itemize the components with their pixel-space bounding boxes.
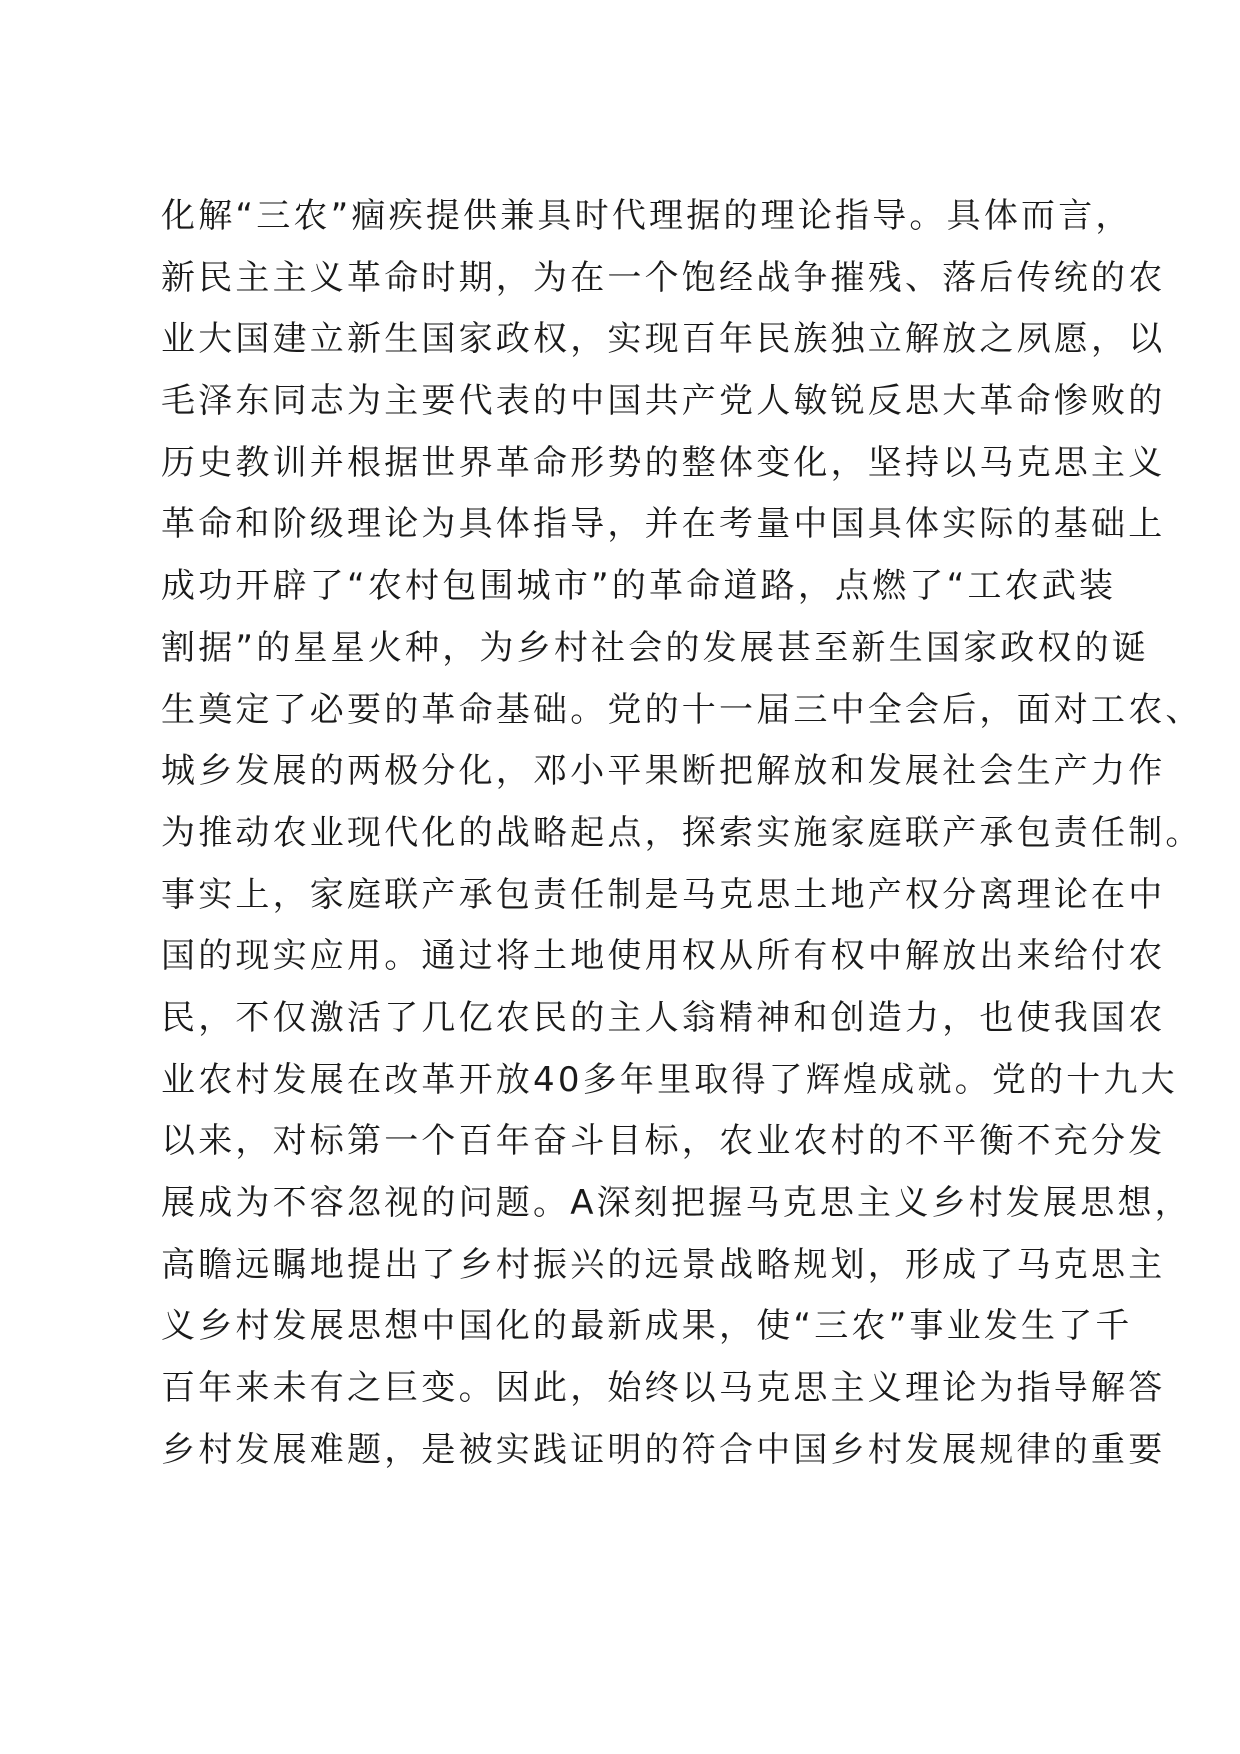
text-line: 历史教训并根据世界革命形势的整体变化，坚持以马克思主义 [161,442,1166,483]
text-line: 高瞻远瞩地提出了乡村振兴的远景战略规划，形成了马克思主 [161,1244,1166,1285]
text-line: 展成为不容忽视的问题。A深刻把握马克思主义乡村发展思想， [161,1183,1192,1223]
text-line: 业农村发展在改革开放40多年里取得了辉煌成就。党的十九大 [161,1059,1178,1100]
text-line: 新民主主义革命时期，为在一个饱经战争摧残、落后传统的农 [161,257,1166,298]
text-line: 国的现实应用。通过将土地使用权从所有权中解放出来给付农 [161,936,1166,977]
text-line: 以来，对标第一个百年奋斗目标，农业农村的不平衡不充分发 [161,1121,1166,1162]
text-line: 割据”的星星火种，为乡村社会的发展甚至新生国家政权的诞 [161,627,1150,668]
text-line: 生奠定了必要的革命基础。党的十一届三中全会后，面对工农、 [161,689,1203,730]
text-line: 化解“三农”痼疾提供兼具时代理据的理论指导。具体而言， [161,196,1133,236]
text-line: 乡村发展难题，是被实践证明的符合中国乡村发展规律的重要 [161,1429,1166,1470]
text-line: 百年来未有之巨变。因此，始终以马克思主义理论为指导解答 [161,1368,1166,1409]
text-line: 毛泽东同志为主要代表的中国共产党人敏锐反思大革命惨败的 [161,381,1166,422]
text-line: 城乡发展的两极分化，邓小平果断把解放和发展社会生产力作 [161,751,1166,792]
text-line: 革命和阶级理论为具体指导，并在考量中国具体实际的基础上 [161,504,1166,545]
body-paragraph [161,186,1203,1481]
text-line: 为推动农业现代化的战略起点，探索实施家庭联产承包责任制。 [161,812,1203,853]
text-line: 业大国建立新生国家政权，实现百年民族独立解放之夙愿，以 [161,319,1166,360]
text-line: 民，不仅激活了几亿农民的主人翁精神和创造力，也使我国农 [161,997,1166,1038]
text-line: 事实上，家庭联产承包责任制是马克思土地产权分离理论在中 [161,874,1166,915]
text-line: 成功开辟了“农村包围城市”的革命道路，点燃了“工农武装 [161,566,1117,607]
text-line: 义乡村发展思想中国化的最新成果，使“三农”事业发生了千 [161,1306,1133,1347]
